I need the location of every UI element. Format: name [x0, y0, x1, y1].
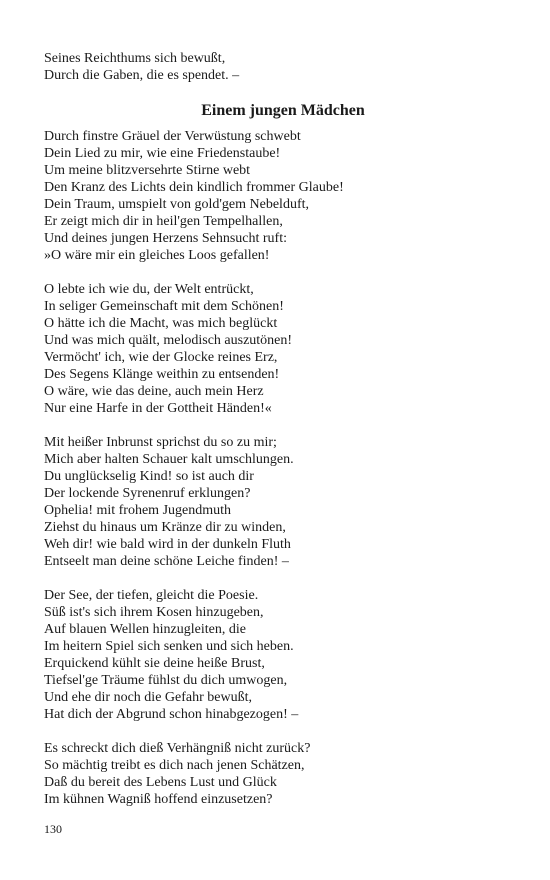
- verse-line: Entseelt man deine schöne Leiche finden! –: [44, 554, 289, 569]
- verse-line: O hätte ich die Macht, was mich beglückt: [44, 316, 278, 331]
- verse-line: Dein Traum, umspielt von gold'gem Nebelduft,: [44, 197, 310, 212]
- verse-line: Tiefsel'ge Träume fühlst du dich umwogen,: [44, 673, 288, 688]
- verse-line: Den Kranz des Lichts dein kindlich frommer Glaube!: [44, 180, 344, 195]
- verse-line: »O wäre mir ein gleiches Loos gefallen!: [44, 248, 270, 263]
- verse-line: Um meine blitzversehrte Stirne webt: [44, 163, 251, 178]
- verse-line: Vermöcht' ich, wie der Glocke reines Erz,: [44, 350, 278, 365]
- verse-line: So mächtig treibt es dich nach jenen Schätzen,: [44, 758, 305, 773]
- verse-line: Daß du bereit des Lebens Lust und Glück: [44, 775, 277, 790]
- verse-line: Der lockende Syrenenruf erklungen?: [44, 486, 251, 501]
- page-number: 130: [44, 822, 62, 836]
- stanza-4: [44, 587, 514, 723]
- verse-line: Erquickend kühlt sie deine heiße Brust,: [44, 656, 265, 671]
- verse-line: Und ehe dir noch die Gefahr bewußt,: [44, 690, 252, 705]
- verse-line: Ziehst du hinaus um Kränze dir zu winden,: [44, 520, 286, 535]
- verse-line: Durch finstre Gräuel der Verwüstung schwebt: [44, 129, 301, 144]
- verse-line: Er zeigt mich dir in heil'gen Tempelhallen,: [44, 214, 283, 229]
- stanza-3: [44, 434, 514, 570]
- verse-line: Mich aber halten Schauer kalt umschlungen.: [44, 452, 294, 467]
- verse-line: Hat dich der Abgrund schon hinabgezogen! –: [44, 707, 299, 722]
- intro-stanza: [44, 50, 514, 84]
- intro-line: Durch die Gaben, die es spendet. –: [44, 68, 240, 83]
- verse-line: Es schreckt dich dieß Verhängniß nicht zurück?: [44, 741, 311, 756]
- verse-line: Ophelia! mit frohem Jugendmuth: [44, 503, 232, 518]
- verse-line: Auf blauen Wellen hinzugleiten, die: [44, 622, 246, 637]
- intro-line: Seines Reichthums sich bewußt,: [44, 51, 226, 66]
- verse-line: Süß ist's sich ihrem Kosen hinzugeben,: [44, 605, 264, 620]
- stanza-1: [44, 128, 514, 264]
- verse-line: Mit heißer Inbrunst sprichst du so zu mir;: [44, 435, 277, 450]
- verse-line: Im heitern Spiel sich senken und sich heben.: [44, 639, 294, 654]
- verse-line: O lebte ich wie du, der Welt entrückt,: [44, 282, 254, 297]
- stanza-2: [44, 281, 514, 417]
- verse-line: Der See, der tiefen, gleicht die Poesie.: [44, 588, 259, 603]
- verse-line: Und deines jungen Herzens Sehnsucht ruft:: [44, 231, 287, 246]
- verse-line: Des Segens Klänge weithin zu entsenden!: [44, 367, 280, 382]
- stanza-5: [44, 740, 514, 808]
- verse-line: In seliger Gemeinschaft mit dem Schönen!: [44, 299, 284, 314]
- page-text: [44, 50, 514, 808]
- verse-line: Weh dir! wie bald wird in der dunkeln Fluth: [44, 537, 291, 552]
- verse-line: O wäre, wie das deine, auch mein Herz: [44, 384, 264, 399]
- verse-line: Im kühnen Wagniß hoffend einzusetzen?: [44, 792, 273, 807]
- verse-line: Und was mich quält, melodisch auszutönen!: [44, 333, 293, 348]
- verse-line: Du unglückselig Kind! so ist auch dir: [44, 469, 254, 484]
- poem-title: Einem jungen Mädchen: [201, 102, 365, 119]
- verse-line: Nur eine Harfe in der Gottheit Händen!«: [44, 401, 272, 416]
- verse-line: Dein Lied zu mir, wie eine Friedenstaube!: [44, 146, 281, 161]
